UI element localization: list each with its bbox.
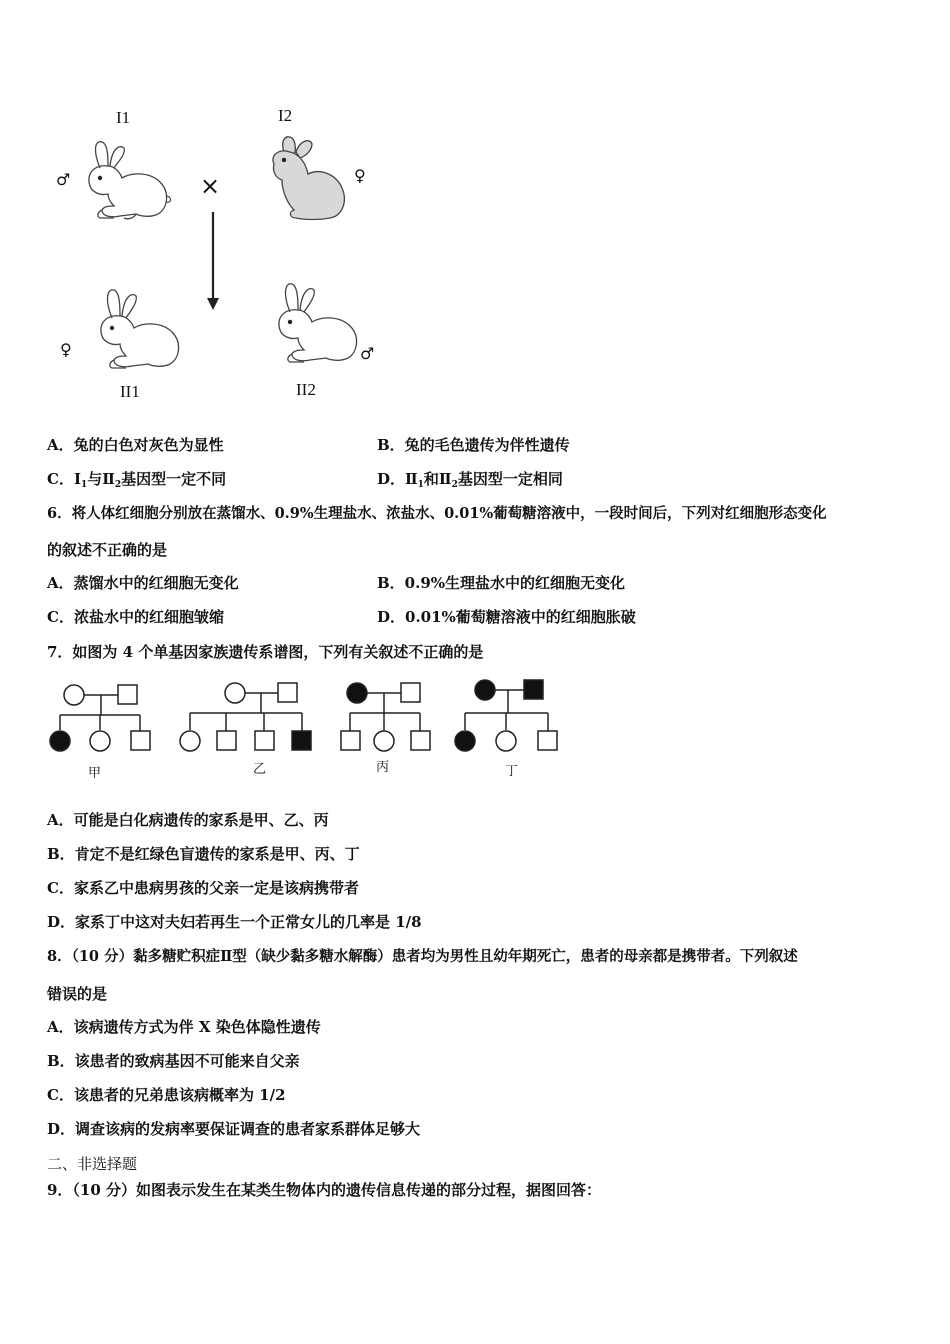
q8-option-D: D．调查该病的发病率要保证调查的患者家系群体足够大 [47, 1120, 421, 1138]
family-label-ding: 丁 [505, 764, 519, 779]
q5-option-A: A．兔的白色对灰色为显性 [47, 436, 224, 454]
q6-stem-line1: 6．将人体红细胞分别放在蒸馏水、0.9%生理盐水、浓盐水、0.01%葡萄糖溶液中，一段时间后，下列对红细胞形态变化 [47, 505, 827, 522]
q8-stem-line2: 错误的是 [47, 985, 108, 1003]
rabbit-cross-figure [50, 100, 390, 410]
family-label-yi: 乙 [253, 762, 267, 777]
q5-option-B: B．兔的毛色遗传为伴性遗传 [377, 436, 570, 454]
rabbit-II2 [268, 280, 363, 365]
q7-option-A: A．可能是白化病遗传的家系是甲、乙、丙 [47, 811, 329, 829]
q8-stem-line1: 8．（10 分）黏多糖贮积症Ⅱ型（缺少黏多糖水解酶）患者均为男性且幼年期死亡，患者的母亲都是携带者。下列叙述 [47, 948, 798, 965]
section2-heading: 二、非选择题 [47, 1155, 138, 1173]
q8-option-A: A．该病遗传方式为伴 X 染色体隐性遗传 [47, 1018, 321, 1036]
pedigree-yi [180, 683, 311, 751]
label-I2: I2 [278, 106, 293, 125]
q5-D-mid: 和Ⅱ [423, 470, 452, 488]
family-label-bing: 丙 [376, 760, 390, 775]
pedigree-ding [455, 680, 557, 751]
q5-option-C [47, 469, 226, 495]
q8-option-B: B．该患者的致病基因不可能来自父亲 [47, 1052, 300, 1070]
male-symbol-I1: ♂ [56, 170, 71, 189]
label-I1: I1 [116, 108, 131, 127]
male-symbol-II2: ♂ [360, 344, 375, 363]
descent-arrow [205, 212, 225, 312]
rabbit-II1 [90, 286, 185, 371]
q9-stem: 9．（10 分）如图表示发生在某类生物体内的遗传信息传递的部分过程，据图回答： [47, 1181, 602, 1199]
q7-option-C: C．家系乙中患病男孩的父亲一定是该病携带者 [47, 879, 359, 897]
female-symbol-II1: ♀ [60, 340, 72, 359]
q7-option-B: B．肯定不是红绿色盲遗传的家系是甲、丙、丁 [47, 845, 360, 863]
pedigree-charts [40, 675, 570, 790]
q8-option-C: C．该患者的兄弟患该病概率为 1/2 [47, 1086, 286, 1104]
q7-stem: 7．如图为 4 个单基因家族遗传系谱图，下列有关叙述不正确的是 [47, 643, 484, 661]
q5-D-pre: D．Ⅱ [377, 470, 418, 488]
q7-option-D: D．家系丁中这对夫妇若再生一个正常女儿的几率是 1/8 [47, 913, 422, 931]
q6-option-C: C．浓盐水中的红细胞皱缩 [47, 608, 224, 626]
pedigree-jia [50, 685, 150, 751]
rabbit-I1 [80, 138, 175, 223]
q6-option-D: D．0.01%葡萄糖溶液中的红细胞胀破 [377, 608, 636, 626]
q5-C-post: 基因型一定不同 [121, 470, 227, 488]
q5-option-D [377, 469, 563, 495]
label-II2: II2 [296, 380, 316, 399]
q5-C-sub1: 1 [80, 480, 88, 490]
q5-D-sub2: 2 [451, 480, 458, 490]
cross-symbol: × [200, 172, 221, 200]
female-symbol-I2: ♀ [354, 166, 366, 185]
q6-option-B: B．0.9%生理盐水中的红细胞无变化 [377, 574, 626, 592]
q5-C-pre: C．Ⅰ [47, 470, 81, 488]
family-label-jia: 甲 [88, 766, 102, 781]
label-II1: II1 [120, 382, 140, 401]
q5-D-post: 基因型一定相同 [457, 470, 563, 488]
q6-option-A: A．蒸馏水中的红细胞无变化 [47, 574, 239, 592]
rabbit-I2 [260, 134, 355, 224]
q5-C-mid: 与Ⅱ [87, 470, 115, 488]
pedigree-bing [341, 683, 430, 751]
q6-stem-line2: 的叙述不正确的是 [47, 541, 168, 559]
q5-D-sub1: 1 [417, 480, 424, 490]
q5-C-sub2: 2 [114, 480, 122, 490]
